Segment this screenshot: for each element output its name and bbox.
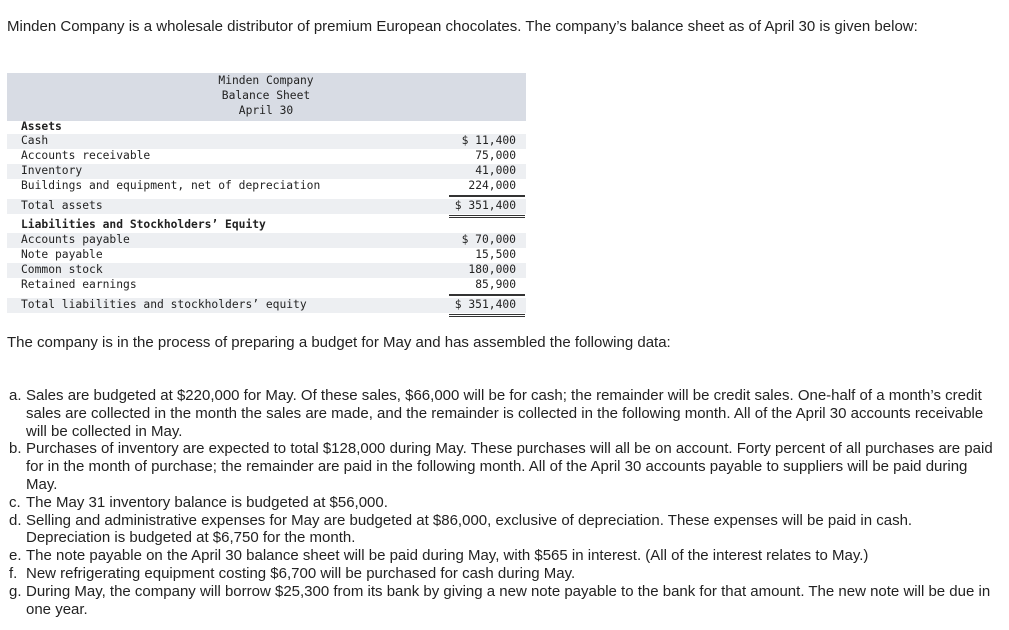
item-marker: b.	[9, 440, 22, 458]
row-value: $ 11,400	[461, 134, 516, 147]
budget-intro-text: The company is in the process of preparing a budget for May and has assembled the following data:	[7, 334, 671, 351]
item-text: During May, the company will borrow $25,300 from its bank by giving a new note payable to the bank for that amount. The new note will be due in one year.	[26, 582, 991, 618]
statement-title: Balance Sheet	[221, 89, 311, 102]
total-value: $ 351,400	[454, 298, 516, 311]
row-value: 75,000	[475, 149, 516, 162]
item-text: Purchases of inventory are expected to total $128,000 during May. These purchases will all be on account. Forty percent of all purchases are paid for in the month of purchase; the remainder are paid in the following month. All of the April 30 accounts payable to suppliers will be paid during May.	[26, 440, 993, 493]
item-marker: d.	[9, 511, 22, 529]
row-value: $ 70,000	[461, 233, 516, 246]
total-value: $ 351,400	[454, 199, 516, 212]
balance-sheet-header	[7, 73, 526, 121]
intro-paragraph: Minden Company is a wholesale distributor of premium European chocolates. The company’s balance sheet as of April 30 is given below:	[7, 18, 918, 35]
double-underline	[449, 196, 525, 218]
item-marker: g.	[9, 582, 22, 600]
data-list	[7, 387, 997, 618]
row-label: Retained earnings	[21, 278, 137, 291]
list-item	[7, 547, 997, 565]
list-item	[7, 583, 997, 619]
row-value: 85,900	[475, 278, 516, 291]
table-row	[7, 164, 526, 179]
balance-sheet-table	[7, 73, 526, 311]
row-label: Cash	[21, 134, 49, 147]
table-row	[7, 233, 526, 248]
assets-heading-row	[7, 120, 526, 135]
item-marker: c.	[9, 493, 21, 511]
total-label: Total liabilities and stockholders’ equity	[21, 298, 307, 311]
table-row	[7, 134, 526, 149]
row-label: Buildings and equipment, net of depreciation	[21, 179, 321, 192]
company-name: Minden Company	[218, 74, 314, 87]
liab-heading: Liabilities and Stockholders’ Equity	[21, 218, 266, 231]
row-value: 41,000	[475, 164, 516, 177]
list-item	[7, 387, 997, 440]
item-marker: f.	[9, 564, 18, 582]
item-text: The note payable on the April 30 balance sheet will be paid during May, with $565 in interest. (All of the interest relates to May.)	[26, 547, 869, 565]
row-label: Accounts payable	[21, 233, 130, 246]
single-underline	[449, 278, 525, 295]
item-marker: a.	[9, 387, 22, 404]
item-marker: e.	[9, 547, 22, 565]
row-label: Note payable	[21, 248, 103, 261]
item-text: Sales are budgeted at $220,000 for May. Of these sales, $66,000 will be for cash; the remainder will be credit sales. One-half of a month’s credit sales are collected in the month the sales are made, and the remainder is collected in the following month. All of the April 30 accounts receivable will be collected in May.	[26, 387, 984, 440]
row-value: 180,000	[468, 263, 516, 276]
item-text: New refrigerating equipment costing $6,700 will be purchased for cash during May.	[26, 564, 576, 582]
table-row	[7, 149, 526, 164]
liab-heading-row	[7, 218, 526, 233]
item-text: Selling and administrative expenses for May are budgeted at $86,000, exclusive of depreciation. These expenses will be paid in cash. Depreciation is budgeted at $6,750 for the month.	[26, 511, 913, 547]
list-item	[7, 494, 997, 512]
single-underline	[449, 179, 525, 196]
list-item	[7, 440, 997, 493]
row-value: 15,500	[475, 248, 516, 261]
list-item	[7, 565, 997, 583]
total-label: Total assets	[21, 199, 103, 212]
item-text: The May 31 inventory balance is budgeted at $56,000.	[26, 493, 388, 511]
row-label: Common stock	[21, 263, 103, 276]
assets-heading: Assets	[21, 120, 62, 133]
row-label: Inventory	[21, 164, 83, 177]
row-value: 224,000	[468, 179, 516, 192]
list-item	[7, 512, 997, 548]
table-row	[7, 248, 526, 263]
double-underline	[449, 295, 525, 317]
row-label: Accounts receivable	[21, 149, 151, 162]
statement-date: April 30	[238, 104, 294, 117]
table-row	[7, 263, 526, 278]
